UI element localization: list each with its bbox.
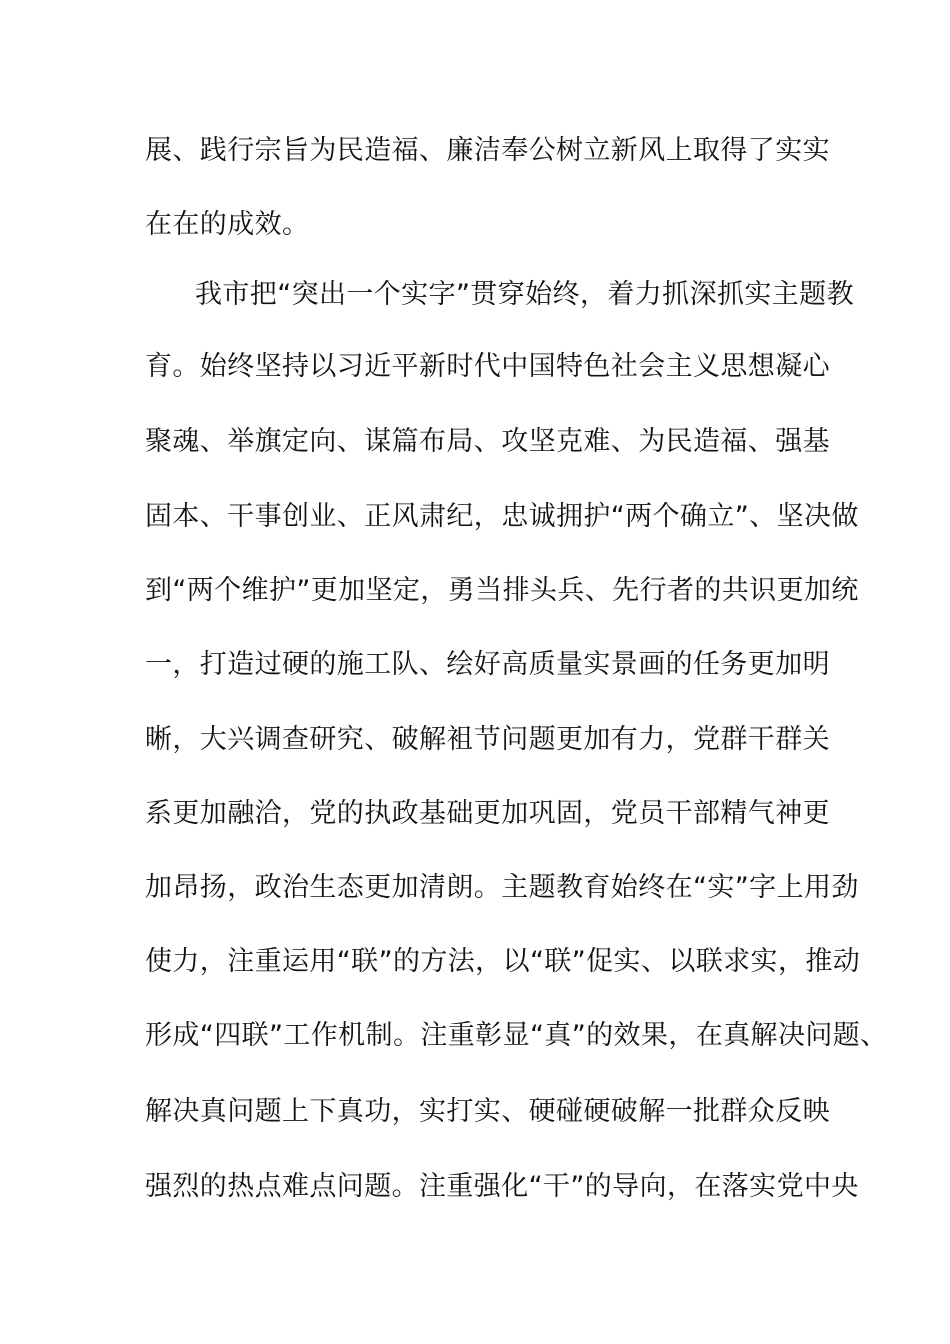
- text-line: 聚魂、举旗定向、谋篇布局、攻坚克难、为民造福、强基: [145, 426, 830, 457]
- text-line: 固本、干事创业、正风肃纪，忠诚拥护“两个确立”、坚决做: [145, 501, 859, 532]
- text-line: 在在的成效。: [145, 209, 310, 240]
- text-line: 使力，注重运用“联”的方法，以“联”促实、以联求实，推动: [145, 946, 861, 977]
- text-line: 一，打造过硬的施工队、绘好高质量实景画的任务更加明: [145, 649, 830, 680]
- text-line: 解决真问题上下真功，实打实、硬碰硬破解一批群众反映: [145, 1096, 830, 1127]
- text-line: 系更加融洽，党的执政基础更加巩固，党员干部精气神更: [145, 798, 830, 829]
- text-line: 展、践行宗旨为民造福、廉洁奉公树立新风上取得了实实: [145, 135, 830, 166]
- text-line: 强烈的热点难点问题。注重强化“干”的导向，在落实党中央: [145, 1171, 859, 1202]
- text-line: 加昂扬，政治生态更加清朗。主题教育始终在“实”字上用劲: [145, 872, 859, 903]
- text-line: 到“两个维护”更加坚定，勇当排头兵、先行者的共识更加统: [145, 575, 859, 606]
- text-line: 育。始终坚持以习近平新时代中国特色社会主义思想凝心: [145, 351, 830, 382]
- text-line: 晰，大兴调查研究、破解袓节问题更加有力，党群干群关: [145, 724, 830, 755]
- paragraph-first-line: 我市把“突出一个实字”贯穿始终，着力抓深抓实主题教: [195, 279, 854, 310]
- text-line: 形成“四联”工作机制。注重彰显“真”的效果，在真解决问题、: [145, 1020, 888, 1051]
